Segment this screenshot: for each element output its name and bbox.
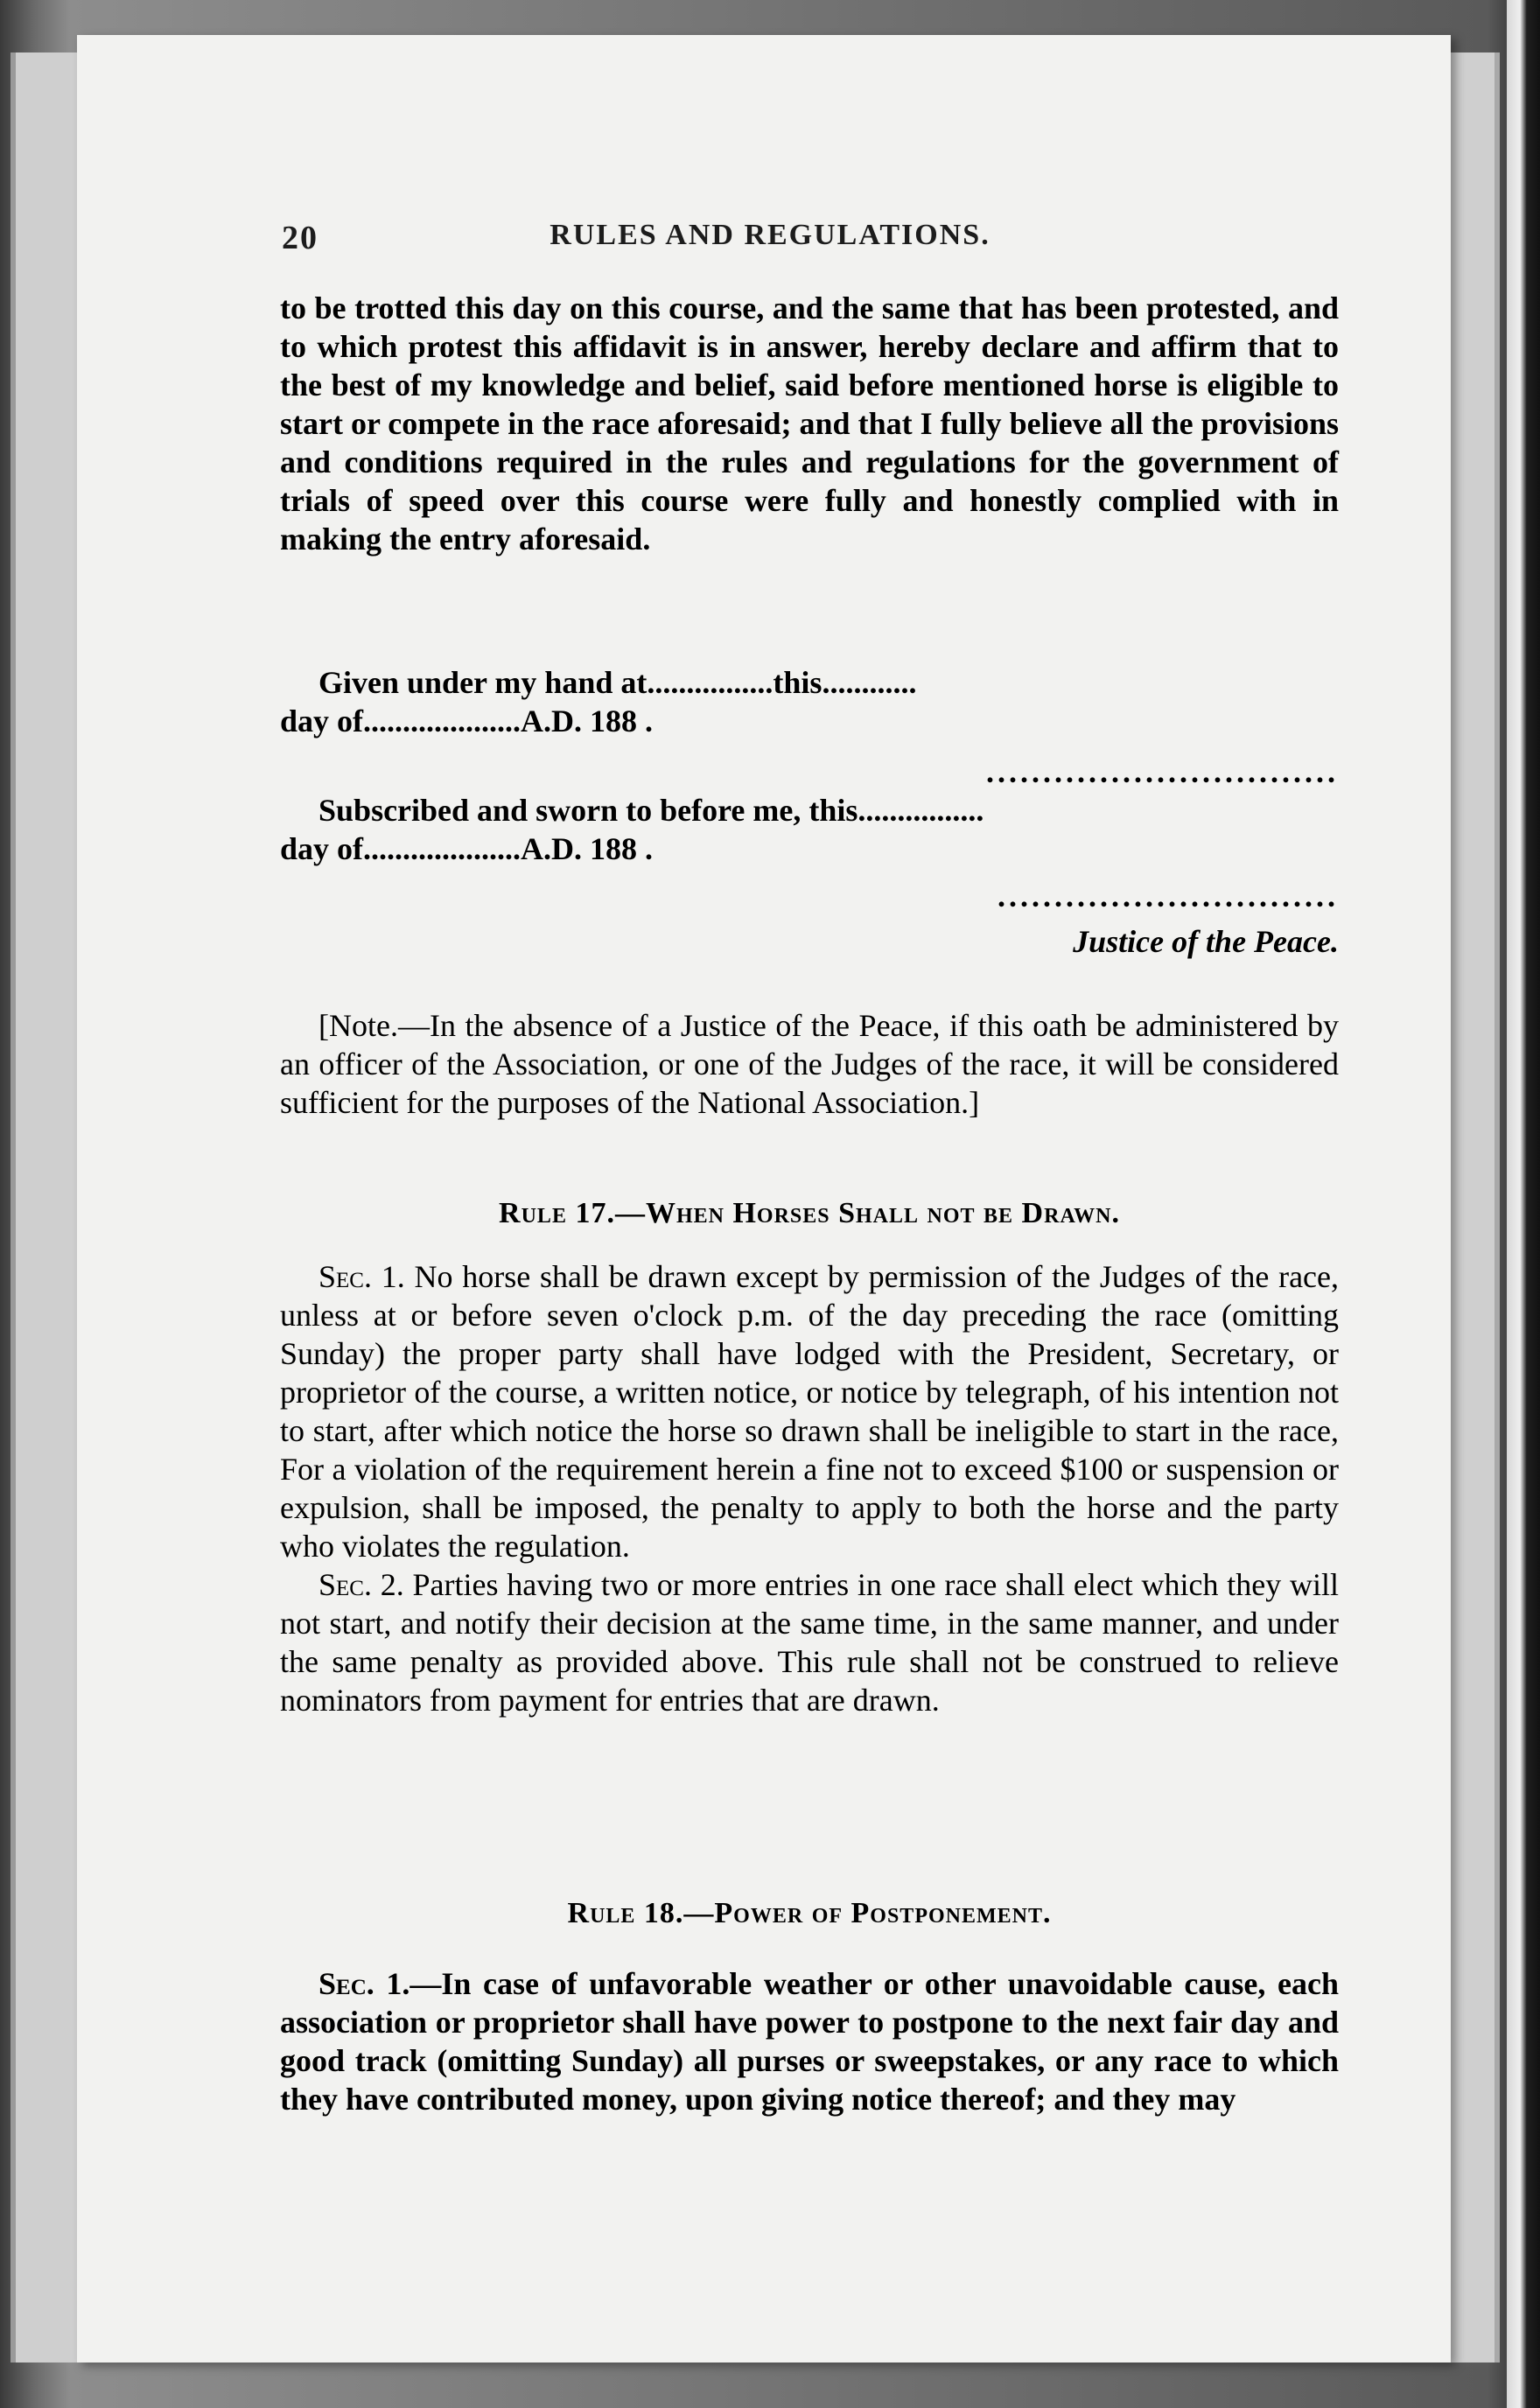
- justice-label: Justice of the Peace.: [1073, 924, 1339, 959]
- rule-18-section: [280, 1894, 1339, 2118]
- book-spine-shadow: [1507, 0, 1540, 2408]
- signature-line: ...............................: [986, 754, 1339, 789]
- rule-17-heading: Rule 17.—When Horses Shall not be Drawn.: [499, 1197, 1120, 1229]
- rule-17-sec-1: [280, 1257, 1339, 1565]
- subscribed-line: Subscribed and sworn to before me, this................: [318, 793, 984, 828]
- running-title: RULES AND REGULATIONS.: [550, 219, 990, 251]
- given-line: Given under my hand at................this............: [318, 665, 917, 700]
- rule-17-sec-2-label: Sec. 2.: [318, 1567, 404, 1602]
- page-number: 20: [282, 220, 318, 256]
- given-day-line: day of....................A.D. 188 .: [280, 704, 654, 738]
- running-head: [201, 219, 1339, 271]
- affidavit-block: [280, 289, 1339, 558]
- rule-17-sec-1-label: Sec. 1.: [318, 1259, 405, 1294]
- rule-17-sec-2-text: Parties having two or more entries in one race shall elect which they will not start, and notify their decision at the same time, in the same manner, and under the same penalty as provided above. This rule shall not be construed to relieve nominators from payment for entries that are drawn.: [280, 1567, 1340, 1718]
- rule-18-sec-1-label: Sec. 1.: [318, 1966, 410, 2001]
- note-text: [Note.—In the absence of a Justice of the Peace, if this oath be administered by an officer of the Association, or one of the Judges of the race, it will be considered sufficient for the purposes of the National Association.]: [280, 1008, 1339, 1120]
- subscribed-day-line: day of....................A.D. 188 .: [280, 831, 654, 866]
- note-block: [280, 1006, 1339, 1122]
- rule-17-sec-1-text: No horse shall be drawn except by permission of the Judges of the race, unless at or before seven o'clock p.m. of the day preceding the race (omitting Sunday) the proper party shall have lodged with the President, Secretary, or proprietor of the course, a written notice, or notice by telegraph, of his intention not to start, after which notice the horse so drawn shall be ineligible to start in the race, For a violation of the requirement herein a fine not to exceed $100 or suspension or expulsion, shall be imposed, the penalty to apply to both the horse and the party who violates the regulation.: [280, 1259, 1340, 1564]
- affidavit-text: to be trotted this day on this course, and the same that has been protested, and to which protest this affidavit is in answer, hereby declare and affirm that to the best of my knowledge and belief, said before mentioned horse is eligible to start or compete in the race aforesaid; and that I fully believe all the provisions and conditions required in the rules and regulations for the government of trials of speed over this course were fully and honestly complied with in making the entry aforesaid.: [280, 290, 1339, 556]
- rule-18-sec-1-text: —In case of unfavorable weather or other unavoidable cause, each association or proprietor shall have power to postpone to the next fair day and good track (omitting Sunday) all purses or sweepstakes, or any race to which they have contributed money, upon giving notice thereof; and they may: [280, 1966, 1339, 2117]
- rule-18-heading: Rule 18.—Power of Postponement.: [567, 1897, 1052, 1929]
- rule-17-section: [280, 1194, 1339, 1719]
- affidavit-form: [280, 663, 1339, 961]
- justice-signature-line: ..............................: [998, 878, 1339, 914]
- rule-18-sec-1: [280, 1964, 1339, 2118]
- page-content: [201, 219, 1339, 271]
- rule-17-sec-2: [280, 1565, 1339, 1719]
